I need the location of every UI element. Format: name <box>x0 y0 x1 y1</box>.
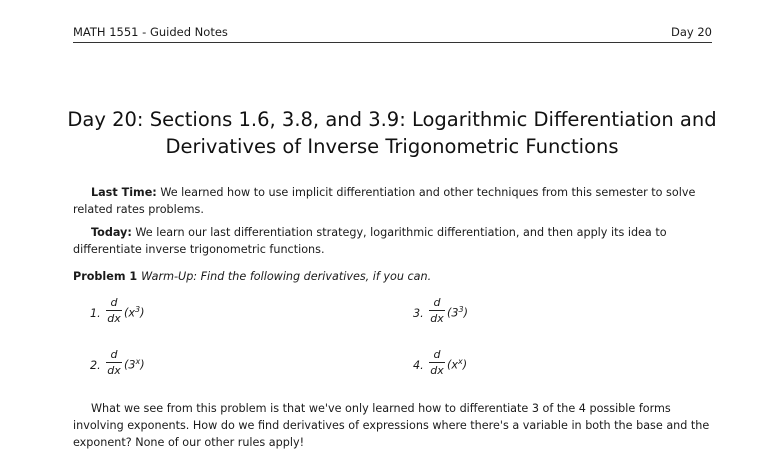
expr-base: (3 <box>124 358 136 372</box>
today-text: We learn our last differentiation strategy, logarithmic differentiation, and then apply its idea to differentiate inverse trigonometric functions. <box>73 226 667 256</box>
item-number: 1. <box>90 307 101 320</box>
title-line-2: Derivatives of Inverse Trigonometric Functions <box>165 135 619 158</box>
fraction-bar <box>106 362 122 363</box>
expr-close: ) <box>463 306 468 320</box>
item-number: 3. <box>413 307 424 320</box>
today-label: Today: <box>91 226 132 239</box>
header-course: MATH 1551 - Guided Notes <box>73 25 228 39</box>
derivative-operator <box>429 348 445 377</box>
problem-label: Problem 1 <box>73 270 138 283</box>
fraction-numerator: d <box>110 348 118 361</box>
expr-exponent: 3 <box>458 305 464 314</box>
item-expression <box>124 357 145 372</box>
expr-close: ) <box>140 306 145 320</box>
last-time-label: Last Time: <box>91 186 157 199</box>
derivative-operator <box>429 296 445 325</box>
expr-exponent: 3 <box>135 305 141 314</box>
conclusion-paragraph <box>73 400 713 451</box>
page-header <box>73 24 712 43</box>
fraction-denominator: dx <box>107 364 121 377</box>
fraction-denominator: dx <box>107 312 121 325</box>
problem-text: Warm-Up: Find the following derivatives, if you can. <box>141 270 432 283</box>
last-time-paragraph <box>73 184 713 218</box>
item-expression <box>447 357 467 372</box>
derivative-operator <box>106 348 122 377</box>
fraction-denominator: dx <box>430 312 444 325</box>
fraction-numerator: d <box>433 296 441 309</box>
fraction-bar <box>429 362 445 363</box>
fraction-denominator: dx <box>430 364 444 377</box>
header-day: Day 20 <box>671 25 712 39</box>
derivative-operator <box>106 296 122 325</box>
page-title <box>60 106 724 160</box>
expr-close: ) <box>462 358 468 372</box>
title-line-1: Day 20: Sections 1.6, 3.8, and 3.9: Logarithmic Differentiation and <box>67 108 717 131</box>
fraction-bar <box>429 310 445 311</box>
item-number: 4. <box>413 359 424 372</box>
today-paragraph <box>73 224 713 258</box>
expr-close: ) <box>140 358 145 372</box>
fraction-numerator: d <box>110 296 118 309</box>
item-number: 2. <box>90 359 101 372</box>
expr-base: (3 <box>447 306 459 320</box>
expr-exponent: x <box>135 357 141 366</box>
fraction-numerator: d <box>433 348 441 361</box>
expr-base: (x <box>447 358 458 372</box>
expr-exponent: x <box>458 357 463 366</box>
problem-heading <box>73 270 431 283</box>
item-expression <box>124 305 144 320</box>
conclusion-text: What we see from this problem is that we've only learned how to differentiate 3 of the 4 possible forms involving exponents. How do we find derivatives of expressions where there's a variable in both the base and the exponent? None of our other rules apply! <box>73 402 710 449</box>
item-expression <box>447 305 468 320</box>
fraction-bar <box>106 310 122 311</box>
last-time-text: We learned how to use implicit differentiation and other techniques from this semester to solve related rates problems. <box>73 186 696 216</box>
expr-base: (x <box>124 306 135 320</box>
